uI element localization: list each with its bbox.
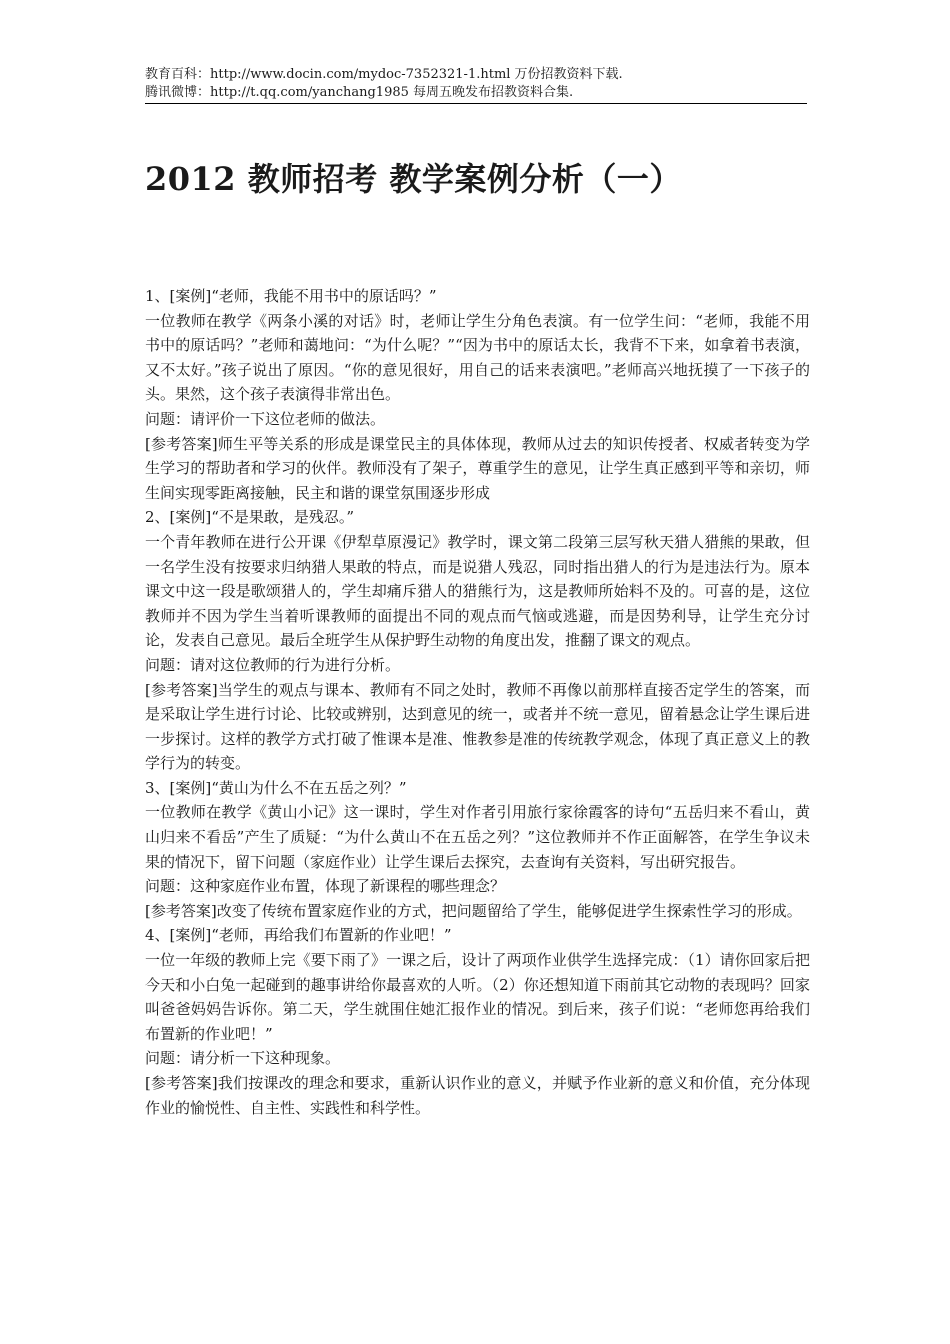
header-line-weibo: 腾讯微博：http://t.qq.com/yanchang1985 每周五晚发布招教资料合集. — [145, 85, 574, 100]
page-header — [145, 66, 807, 104]
document-body — [145, 284, 810, 1120]
case-4 — [145, 923, 810, 1120]
case-answer: [参考答案]师生平等关系的形成是课堂民主的具体体现，教师从过去的知识传授者、权威者转变为学生学习的帮助者和学习的伙伴。教师没有了架子，尊重学生的意见，让学生真正感到平等和亲切，师生间实现零距离接触，民主和谐的课堂氛围逐步形成 — [145, 434, 810, 502]
case-3 — [145, 776, 810, 924]
case-description: 一位一年级的教师上完《要下雨了》一课之后，设计了两项作业供学生选择完成：（1）请你回家后把今天和小白兔一起碰到的趣事讲给你最喜欢的人听。（2）你还想知道下雨前其它动物的表现吗？回家叫爸爸妈妈告诉你。第二天，学生就围住她汇报作业的情况。到后来，孩子们说：“老师您再给我们布置新的作业吧！” — [145, 951, 810, 1043]
case-heading: 2、[案例]“不是果敢，是残忍。” — [145, 508, 355, 527]
document-title: 2012 教师招考 教学案例分析（一） — [145, 160, 682, 198]
case-question: 问题：这种家庭作业布置，体现了新课程的哪些理念？ — [145, 877, 506, 896]
case-description: 一个青年教师在进行公开课《伊犁草原漫记》教学时，课文第二段第三层写秋天猎人猎熊的果敢，但一名学生没有按要求归纳猎人果敢的特点，而是说猎人残忍，同时指出猎人的行为是违法行为。原本课文中这一段是歌颂猎人的，学生却痛斥猎人的猎熊行为，这是教师所始料不及的。可喜的是，这位教师并不因为学生当着听课教师的面提出不同的观点而气恼或逃避，而是因势利导，让学生充分讨论，发表自己意见。最后全班学生从保护野生动物的角度出发，推翻了课文的观点。 — [145, 532, 810, 650]
header-line-docin: 教育百科：http://www.docin.com/mydoc-7352321-1.html 万份招教资料下载. — [145, 67, 623, 82]
case-answer: [参考答案]改变了传统布置家庭作业的方式，把问题留给了学生，能够促进学生探索性学习的形成。 — [145, 901, 802, 920]
case-heading: 1、[案例]“老师，我能不用书中的原话吗？” — [145, 287, 437, 305]
case-answer: [参考答案]我们按课改的理念和要求，重新认识作业的意义，并赋予作业新的意义和价值，充分体现作业的愉悦性、自主性、实践性和科学性。 — [145, 1074, 810, 1117]
case-question: 问题：请分析一下这种现象。 — [145, 1049, 341, 1068]
case-heading: 3、[案例]“黄山为什么不在五岳之列？” — [145, 778, 407, 797]
case-heading: 4、[案例]“老师，再给我们布置新的作业吧！” — [145, 926, 452, 945]
case-description: 一位教师在教学《两条小溪的对话》时，老师让学生分角色表演。有一位学生问：“老师，我能不用书中的原话吗？”老师和蔼地问：“为什么呢？”“因为书中的原话太长，我背不下来，如拿着书表演，又不太好。”孩子说出了原因。“你的意见很好，用自己的话来表演吧。”老师高兴地抚摸了一下孩子的头。果然，这个孩子表演得非常出色。 — [145, 311, 810, 404]
case-question: 问题：请对这位教师的行为进行分析。 — [145, 655, 401, 674]
case-description: 一位教师在教学《黄山小记》这一课时，学生对作者引用旅行家徐霞客的诗句“五岳归来不看山，黄山归来不看岳”产生了质疑：“为什么黄山不在五岳之列？”这位教师并不作正面解答，在学生争议未果的情况下，留下问题（家庭作业）让学生课后去探究，去查询有关资料，写出研究报告。 — [145, 803, 810, 871]
case-1 — [145, 284, 810, 505]
case-answer: [参考答案]当学生的观点与课本、教师有不同之处时，教师不再像以前那样直接否定学生的答案，而是采取让学生进行讨论、比较或辨别，达到意见的统一，或者并不统一意见，留着悬念让学生课后进一步探讨。这样的教学方式打破了惟课本是准、惟教参是准的传统教学观念，体现了真正意义上的教学行为的转变。 — [145, 680, 810, 773]
case-question: 问题：请评价一下这位老师的做法。 — [145, 409, 386, 428]
case-2 — [145, 505, 810, 776]
